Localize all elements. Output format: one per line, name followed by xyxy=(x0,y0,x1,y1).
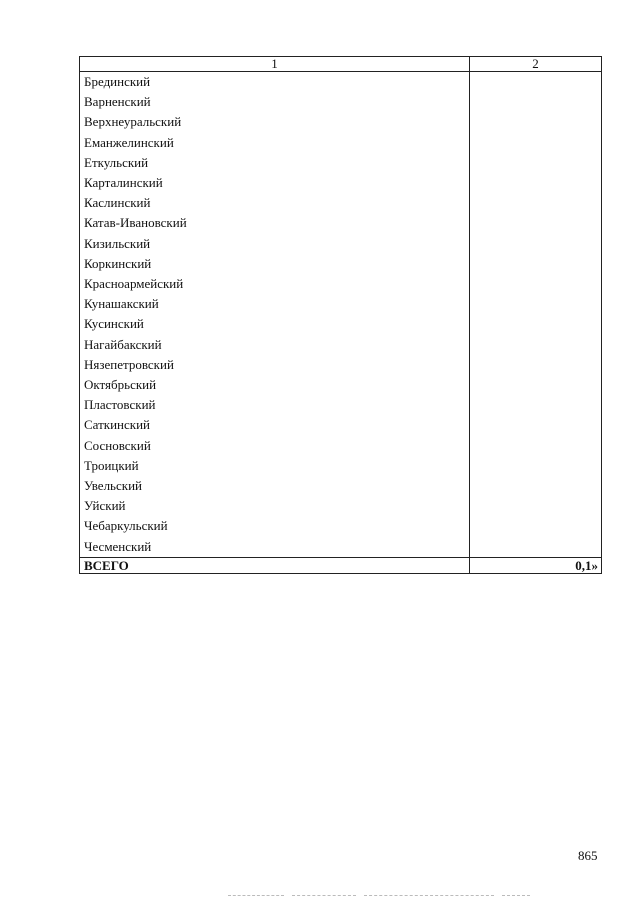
district-name: Красноармейский xyxy=(80,274,470,294)
table-row xyxy=(80,254,602,274)
district-value xyxy=(470,314,602,334)
district-name: Каслинский xyxy=(80,193,470,213)
district-name: Октябрьский xyxy=(80,375,470,395)
district-name: Нагайбакский xyxy=(80,335,470,355)
district-value xyxy=(470,516,602,536)
district-name: Чесменский xyxy=(80,537,470,558)
district-value xyxy=(470,476,602,496)
district-value xyxy=(470,173,602,193)
district-value xyxy=(470,92,602,112)
district-name: Сосновский xyxy=(80,436,470,456)
table-row xyxy=(80,274,602,294)
district-name: Коркинский xyxy=(80,254,470,274)
district-name: Кунашакский xyxy=(80,294,470,314)
district-value xyxy=(470,375,602,395)
table-row xyxy=(80,395,602,415)
table-row xyxy=(80,335,602,355)
district-name: Брединский xyxy=(80,72,470,93)
table-body xyxy=(80,72,602,558)
table-row xyxy=(80,436,602,456)
table-row xyxy=(80,112,602,132)
page-number: 865 xyxy=(578,848,598,863)
table-footer xyxy=(80,557,602,573)
district-value xyxy=(470,456,602,476)
table-row xyxy=(80,173,602,193)
district-name: Нязепетровский xyxy=(80,355,470,375)
table-row xyxy=(80,476,602,496)
district-name: Увельский xyxy=(80,476,470,496)
footer-rule xyxy=(364,895,494,896)
district-value xyxy=(470,355,602,375)
district-name: Кизильский xyxy=(80,234,470,254)
table-row xyxy=(80,133,602,153)
table-row xyxy=(80,415,602,435)
district-name: Карталинский xyxy=(80,173,470,193)
table-row xyxy=(80,314,602,334)
district-value xyxy=(470,72,602,93)
district-name: Верхнеуральский xyxy=(80,112,470,132)
table-row xyxy=(80,193,602,213)
district-name: Пластовский xyxy=(80,395,470,415)
district-value xyxy=(470,496,602,516)
district-value xyxy=(470,395,602,415)
column-header-2: 2 xyxy=(470,57,602,72)
district-value xyxy=(470,133,602,153)
district-name: Варненский xyxy=(80,92,470,112)
table-row xyxy=(80,375,602,395)
district-value xyxy=(470,234,602,254)
district-name: Троицкий xyxy=(80,456,470,476)
table-header xyxy=(80,57,602,72)
district-value xyxy=(470,436,602,456)
district-name: Катав-Ивановский xyxy=(80,213,470,233)
table-row xyxy=(80,153,602,173)
district-name: Чебаркульский xyxy=(80,516,470,536)
table-row xyxy=(80,456,602,476)
table-row xyxy=(80,234,602,254)
data-table-container xyxy=(79,56,601,574)
table-row xyxy=(80,516,602,536)
footer-rule xyxy=(502,895,530,896)
district-value xyxy=(470,335,602,355)
column-header-1: 1 xyxy=(80,57,470,72)
district-name: Еткульский xyxy=(80,153,470,173)
district-value xyxy=(470,274,602,294)
district-name: Уйский xyxy=(80,496,470,516)
total-row xyxy=(80,557,602,573)
district-value xyxy=(470,213,602,233)
district-value xyxy=(470,153,602,173)
total-value: 0,1» xyxy=(470,557,602,573)
table-row xyxy=(80,92,602,112)
footer-rule xyxy=(292,895,356,896)
total-label: ВСЕГО xyxy=(80,557,470,573)
district-value xyxy=(470,254,602,274)
district-table xyxy=(79,56,602,574)
district-value xyxy=(470,294,602,314)
table-row xyxy=(80,213,602,233)
district-value xyxy=(470,537,602,558)
header-row xyxy=(80,57,602,72)
district-name: Еманжелинский xyxy=(80,133,470,153)
district-name: Кусинский xyxy=(80,314,470,334)
district-value xyxy=(470,415,602,435)
table-row xyxy=(80,355,602,375)
footer-rule xyxy=(228,895,284,896)
district-name: Саткинский xyxy=(80,415,470,435)
table-row xyxy=(80,496,602,516)
table-row xyxy=(80,294,602,314)
table-row xyxy=(80,72,602,93)
table-row xyxy=(80,537,602,558)
district-value xyxy=(470,193,602,213)
district-value xyxy=(470,112,602,132)
